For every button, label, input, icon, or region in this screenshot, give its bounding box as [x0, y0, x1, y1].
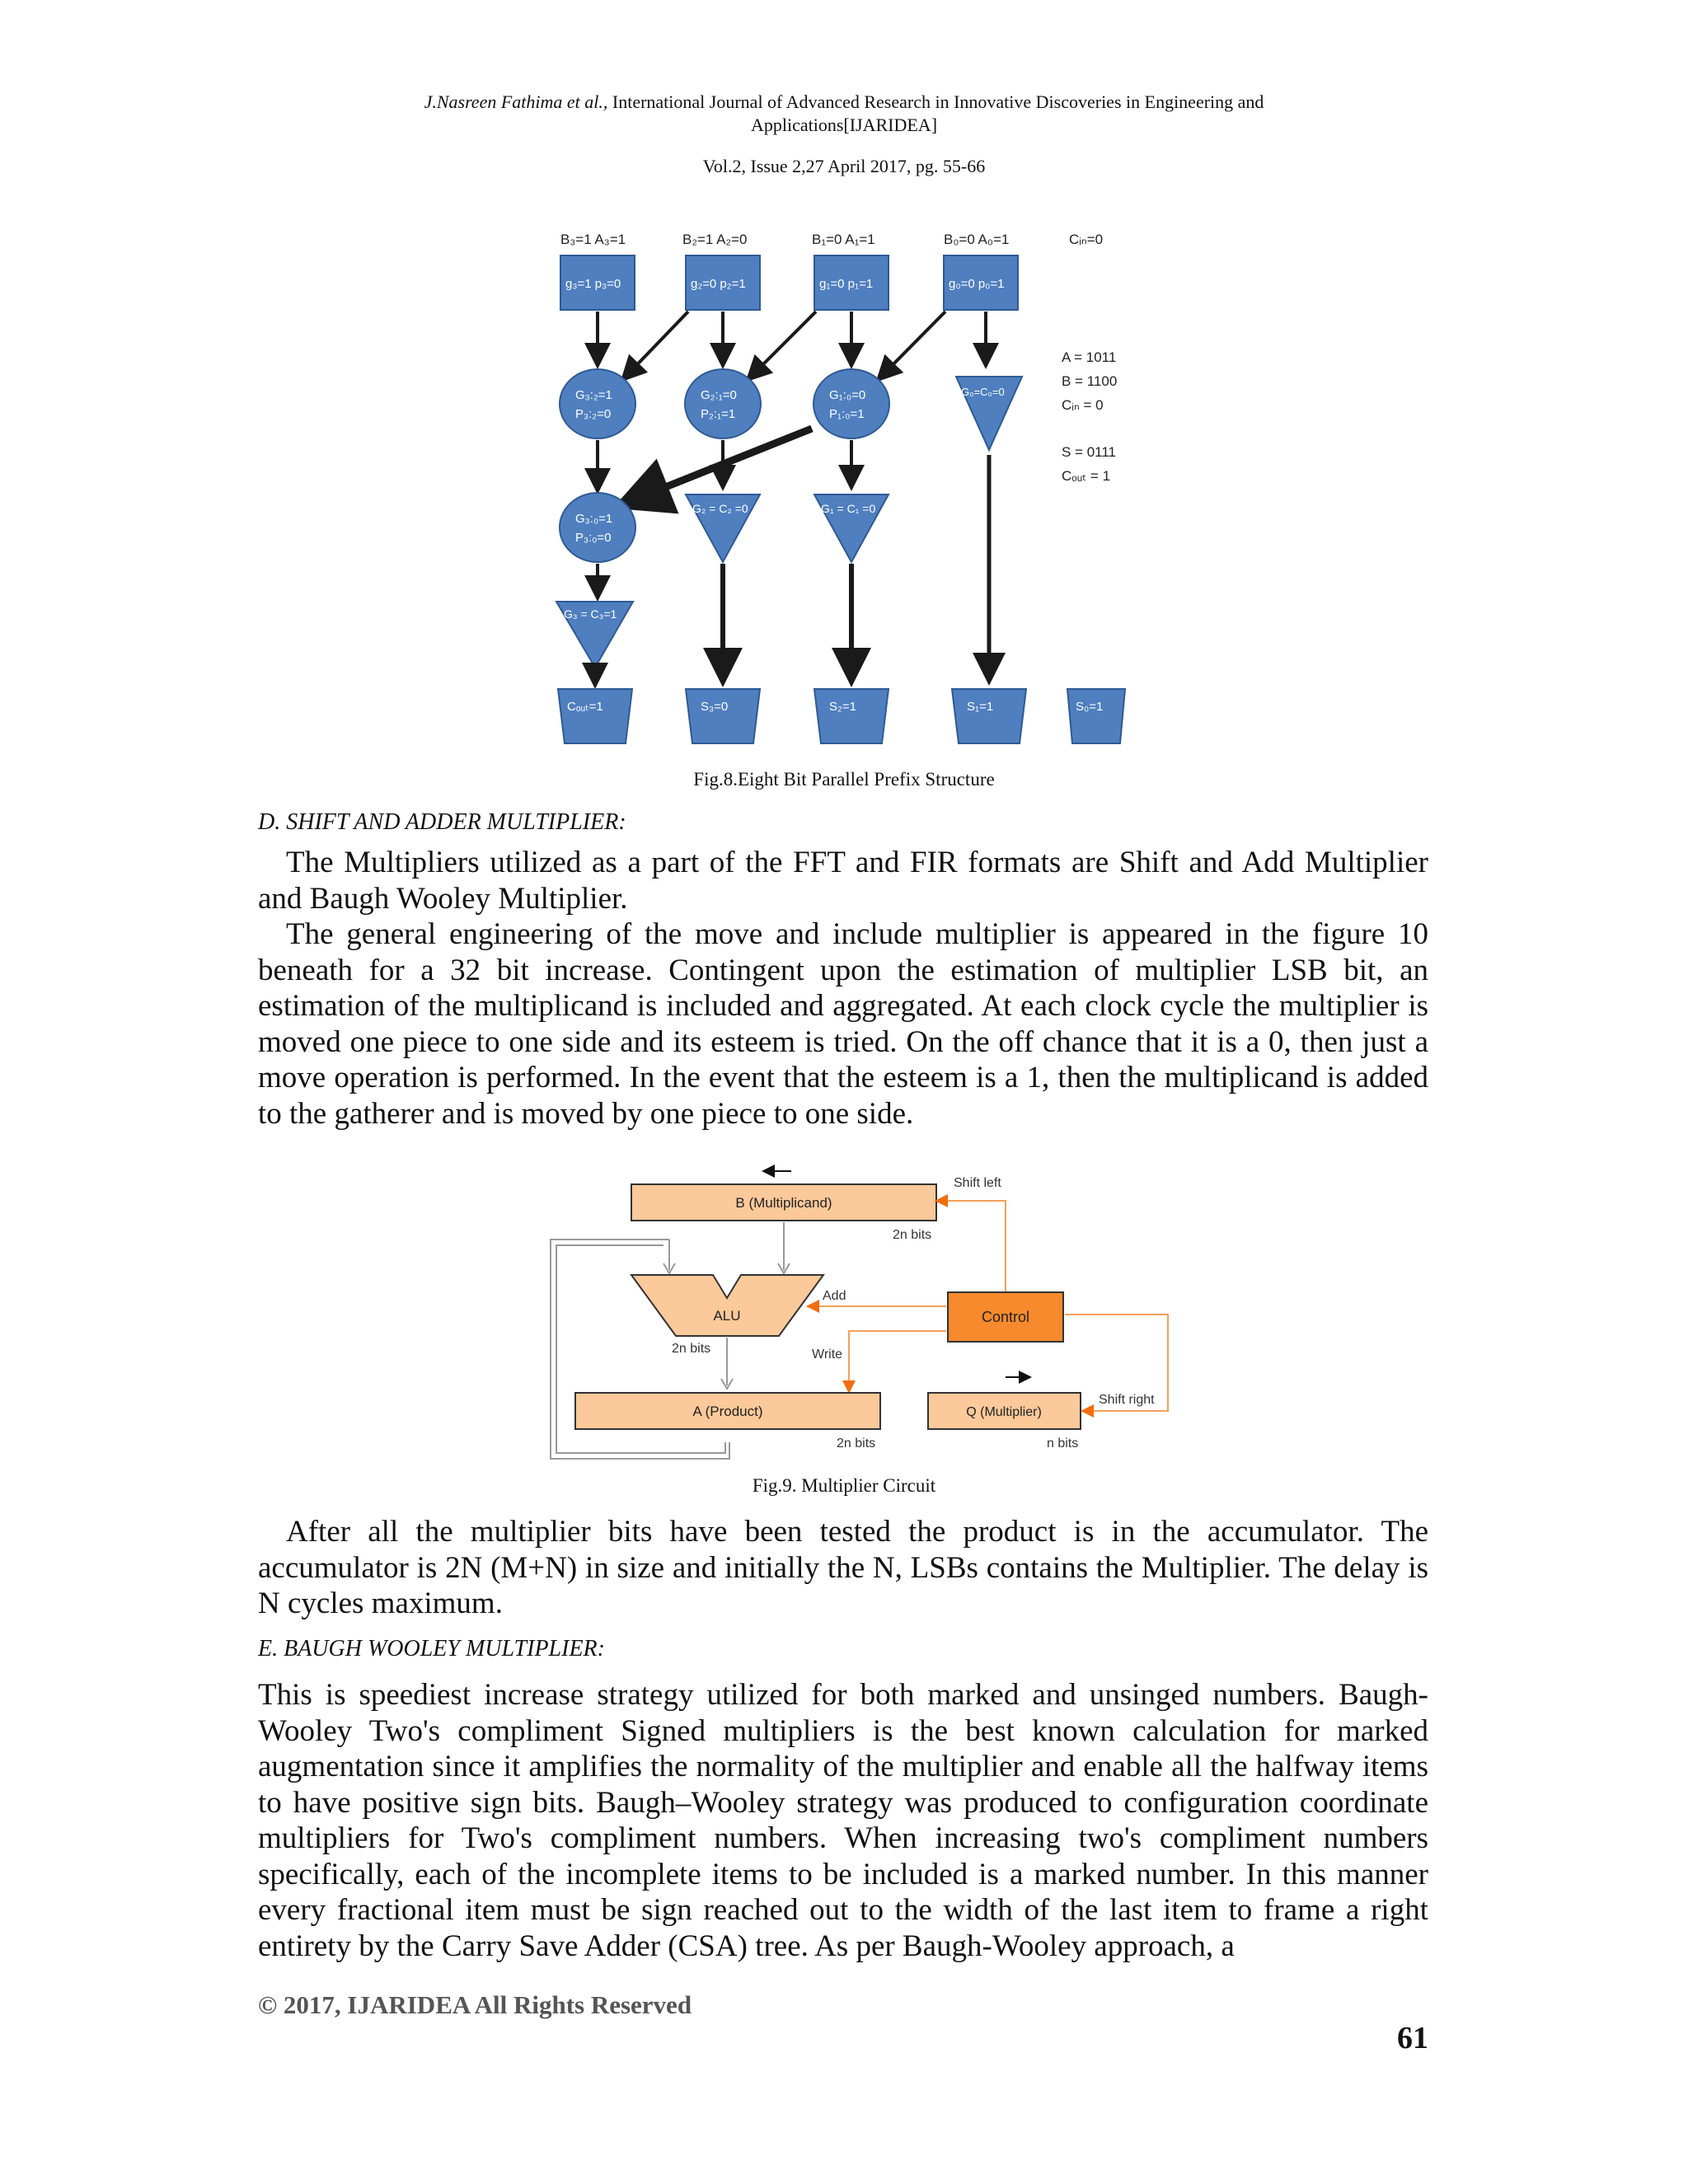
fig9-write-label: Write [812, 1347, 843, 1361]
fig8-arrow-long [626, 429, 812, 503]
fig8-output-cout [558, 689, 632, 743]
fig8-summary-a: A = 1011 [1062, 349, 1117, 365]
fig9-multiplier-label: Q (Multiplier) [966, 1405, 1042, 1419]
fig8-arrow [750, 312, 816, 377]
fig8-output-s3-label: S₃=0 [701, 700, 729, 714]
section-d-body [258, 845, 1428, 1132]
fig8-input-2: B₂=1 A₂=0 [682, 232, 748, 247]
fig8-gp-label-3: g₃=1 p₃=0 [565, 277, 621, 291]
fig9-b-to-alu-arrow [778, 1222, 790, 1273]
fig8-node-32 [560, 369, 635, 438]
after-figure9-paragraph: After all the multiplier bits have been tested the product is in the accumulator. The accumulator is 2N (M+N) in size and initially the N, LSBs contains the Multiplier. The delay is N cycles maximum. [258, 1515, 1428, 1620]
fig9-control-to-b-line [938, 1201, 1006, 1291]
figure8-diagram [544, 216, 1154, 752]
fig9-bits-q: n bits [1047, 1436, 1079, 1451]
section-d-heading: D. SHIFT AND ADDER MULTIPLIER: [258, 809, 626, 835]
fig8-triangle-g1-label: G₁ = C₁ =0 [821, 502, 876, 515]
fig8-node-32-p: P₃:₂=0 [575, 407, 612, 421]
fig8-node-21 [685, 369, 761, 438]
fig8-output-s0 [1067, 689, 1125, 743]
after-figure9-body [258, 1514, 1428, 1622]
figure8-caption: Fig.8.Eight Bit Parallel Prefix Structure [693, 769, 995, 790]
page-number: 61 [1397, 2021, 1428, 2055]
fig9-alu-label: ALU [713, 1308, 741, 1324]
fig9-control-label: Control [981, 1309, 1030, 1325]
fig8-node-10-g: G₁:₀=0 [829, 388, 866, 402]
fig8-arrow [880, 312, 945, 377]
fig9-shift-left-label: Shift left [954, 1176, 1001, 1190]
fig9-alu-to-a-arrow [721, 1338, 733, 1389]
fig8-input-0: B₀=0 A₀=1 [944, 232, 1010, 247]
fig9-alu-shape [631, 1275, 823, 1336]
fig8-input-1: B₁=0 A₁=1 [812, 232, 875, 247]
fig8-summary-cin: Cᵢₙ = 0 [1062, 397, 1104, 413]
fig8-node-10-p: P₁:₀=1 [829, 407, 865, 421]
fig8-output-cout-label: Cₒᵤₜ=1 [567, 700, 603, 714]
fig9-product-label: A (Product) [692, 1404, 763, 1419]
fig9-bits-alu: 2n bits [672, 1342, 711, 1356]
section-d-paragraph-1: The Multipliers utilized as a part of the FFT and FIR formats are Shift and Add Multiplier and Baugh Wooley Multiplier. [258, 846, 1428, 916]
fig8-output-s3 [686, 689, 760, 743]
fig8-input-3: B₃=1 A₃=1 [560, 232, 626, 247]
fig8-node-30-p: P₃:₀=0 [575, 531, 612, 545]
header-volume: Vol.2, Issue 2,27 April 2017, pg. 55-66 [702, 156, 986, 176]
section-e-paragraph: This is speediest increase strategy utilized for both marked and unsinged numbers. Baugh-Wooley Two's compliment Signed multipliers is the best known calculation for marked augmentation since it amplifies the normality of the multiplier and enable all the halfway items to have positive sign bits. Baugh–Wooley strategy was produced to configuration coordinate multipliers for Two's compliment numbers. When increasing two's compliment numbers specifically, each of the incomplete items to be included is a marked number. In this manner every fractional item must be sign reached out to the width of the last item to frame a right entirety by the Carry Save Adder (CSA) tree. As per Baugh-Wooley approach, a [258, 1678, 1428, 1963]
figure9-caption: Fig.9. Multiplier Circuit [752, 1475, 936, 1496]
header-journal-line1: International Journal of Advanced Research in Innovative Discoveries in Engineering and [607, 91, 1264, 112]
fig9-write-line [849, 1331, 946, 1390]
fig9-bits-a: 2n bits [837, 1436, 876, 1451]
header-journal-line2: Applications[IJARIDEA] [750, 115, 938, 135]
running-header [247, 91, 1441, 137]
fig9-bits-b: 2n bits [893, 1228, 932, 1242]
header-author: J.Nasreen Fathima et al., [424, 91, 608, 112]
section-e-heading: E. BAUGH WOOLEY MULTIPLIER: [258, 1636, 605, 1661]
fig8-arrow [625, 312, 688, 377]
footer-copyright: © 2017, IJARIDEA All Rights Reserved [258, 1990, 692, 2019]
fig8-triangle-g3-label: G₃ = C₃=1 [564, 607, 617, 621]
fig8-node-30 [560, 493, 635, 562]
fig8-summary-cout: Cₒᵤₜ = 1 [1062, 468, 1111, 484]
fig8-node-21-g: G₂:₁=0 [701, 388, 737, 402]
section-d-paragraph-2: The general engineering of the move and include multiplier is appeared in the figure 10 beneath for a 32 bit increase. Contingent upon the estimation of multiplier LSB bit, an estimation of the multiplicand is included and aggregated. At each clock cycle the multiplier is moved one piece to one side and its esteem is tried. On the off chance that it is a 0, then just a move operation is performed. In the event that the esteem is a 1, then the multiplicand is added to the gatherer and is moved by one piece to one side. [258, 917, 1428, 1131]
fig8-gp-label-0: g₀=0 p₀=1 [949, 277, 1005, 291]
fig8-node-10 [814, 369, 889, 438]
section-e-body [258, 1677, 1428, 1964]
fig8-triangle-g0-label: G₀=C₀=0 [961, 386, 1005, 398]
fig8-gp-label-1: g₁=0 p₁=1 [819, 277, 874, 291]
fig9-multiplicand-label: B (Multiplicand) [735, 1195, 832, 1211]
fig8-node-21-p: P₂:₁=1 [701, 407, 736, 421]
fig8-summary-b: B = 1100 [1062, 373, 1118, 389]
fig8-node-32-g: G₃:₂=1 [575, 388, 612, 402]
fig9-shift-right-label: Shift right [1099, 1393, 1155, 1407]
fig8-output-s2-label: S₂=1 [829, 700, 856, 714]
fig8-output-s0-label: S₀=1 [1076, 700, 1104, 714]
fig8-gp-label-2: g₂=0 p₂=1 [691, 277, 746, 291]
fig8-summary-s: S = 0111 [1062, 444, 1117, 460]
figure9-diagram [544, 1158, 1183, 1463]
fig8-triangle-g2-label: G₂ = C₂ =0 [692, 502, 748, 515]
fig8-output-s1-label: S₁=1 [967, 700, 994, 714]
fig8-output-s2 [814, 689, 889, 743]
fig8-input-cin: Cᵢₙ=0 [1069, 232, 1104, 247]
fig8-output-s1 [952, 689, 1026, 743]
fig9-add-label: Add [823, 1289, 846, 1303]
fig9-b-to-alu-arrow [663, 1240, 675, 1273]
fig8-node-30-g: G₃:₀=1 [575, 512, 613, 526]
